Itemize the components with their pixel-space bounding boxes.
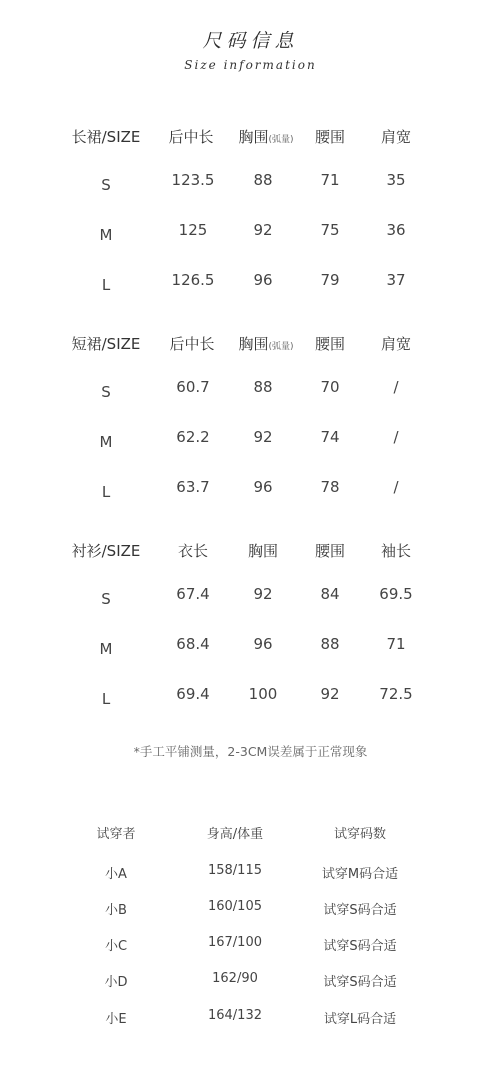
column-header-tester: 试穿者 — [96, 827, 136, 842]
height-weight: 158/115 — [207, 863, 263, 878]
column-header-waist: 腰围 — [314, 128, 346, 146]
length-value: 60.7 — [176, 378, 210, 396]
length-value: 67.4 — [176, 585, 210, 603]
length-value: 68.4 — [176, 635, 210, 653]
column-header-length: 后中长 — [169, 335, 215, 353]
tried-size: 试穿L码合适 — [323, 1012, 397, 1027]
length-value: 123.5 — [171, 171, 215, 189]
chest-value: 100 — [248, 685, 278, 703]
waist-value: 84 — [320, 585, 340, 603]
shoulder-value: / — [393, 478, 399, 496]
size-label: S — [101, 383, 111, 401]
size-label: L — [101, 690, 111, 708]
size-label: M — [99, 226, 113, 244]
column-header-tried-size: 试穿码数 — [333, 827, 387, 842]
title-english: Size information — [184, 58, 317, 72]
height-weight: 160/105 — [207, 899, 263, 914]
chest-value: 88 — [253, 171, 273, 189]
column-header-sleeve: 袖长 — [380, 542, 412, 560]
shoulder-value: / — [393, 428, 399, 446]
shoulder-value: 36 — [386, 221, 406, 239]
waist-value: 75 — [320, 221, 340, 239]
height-weight: 164/132 — [207, 1008, 263, 1023]
length-value: 62.2 — [176, 428, 210, 446]
tester-name: 小D — [104, 975, 128, 990]
column-header-waist: 腰围 — [314, 335, 346, 353]
chest-value: 92 — [253, 428, 273, 446]
tester-name: 小E — [105, 1012, 127, 1027]
chest-note: (弧量) — [268, 135, 294, 145]
title-chinese: 尺码信息 — [202, 30, 299, 52]
column-header-chest — [238, 333, 293, 354]
waist-value: 74 — [320, 428, 340, 446]
sleeve-value: 69.5 — [379, 585, 413, 603]
waist-value: 70 — [320, 378, 340, 396]
chest-value: 92 — [253, 221, 273, 239]
column-header-size: 衬衫/SIZE — [71, 542, 141, 560]
waist-value: 92 — [320, 685, 340, 703]
column-header-length: 衣长 — [177, 542, 209, 560]
size-label: L — [101, 483, 111, 501]
waist-value: 78 — [320, 478, 340, 496]
column-header-size: 长裙/SIZE — [71, 128, 141, 146]
column-header-chest: 胸围 — [247, 542, 279, 560]
column-header-height-weight: 身高/体重 — [206, 827, 264, 842]
chest-value: 96 — [253, 635, 273, 653]
chest-value: 88 — [253, 378, 273, 396]
tester-name: 小B — [105, 903, 127, 918]
measurement-note: *手工平铺测量，2-3CM误差属于正常现象 — [133, 744, 368, 759]
length-value: 63.7 — [176, 478, 210, 496]
size-label: M — [99, 433, 113, 451]
shoulder-value: / — [393, 378, 399, 396]
tester-name: 小A — [105, 867, 127, 882]
waist-value: 88 — [320, 635, 340, 653]
column-header-size: 短裙/SIZE — [71, 335, 141, 353]
waist-value: 71 — [320, 171, 340, 189]
tried-size: 试穿S码合适 — [323, 939, 397, 954]
tried-size: 试穿S码合适 — [323, 903, 397, 918]
tried-size: 试穿M码合适 — [321, 867, 399, 882]
chest-value: 96 — [253, 271, 273, 289]
column-header-shoulder: 肩宽 — [380, 335, 412, 353]
size-label: L — [101, 276, 111, 294]
length-value: 126.5 — [171, 271, 215, 289]
sleeve-value: 71 — [386, 635, 406, 653]
tried-size: 试穿S码合适 — [323, 975, 397, 990]
shoulder-value: 37 — [386, 271, 406, 289]
shoulder-value: 35 — [386, 171, 406, 189]
length-value: 125 — [178, 221, 208, 239]
chest-label: 胸围 — [238, 128, 269, 146]
chest-value: 92 — [253, 585, 273, 603]
chest-note: (弧量) — [268, 342, 294, 352]
chest-label: 胸围 — [238, 335, 269, 353]
size-label: M — [99, 640, 113, 658]
sleeve-value: 72.5 — [379, 685, 413, 703]
size-label: S — [101, 590, 111, 608]
column-header-chest — [238, 126, 293, 147]
waist-value: 79 — [320, 271, 340, 289]
size-label: S — [101, 176, 111, 194]
tester-name: 小C — [104, 939, 128, 954]
height-weight: 162/90 — [212, 971, 258, 986]
column-header-length: 后中长 — [168, 128, 214, 146]
column-header-waist: 腰围 — [314, 542, 346, 560]
chest-value: 96 — [253, 478, 273, 496]
length-value: 69.4 — [176, 685, 210, 703]
height-weight: 167/100 — [207, 935, 263, 950]
column-header-shoulder: 肩宽 — [380, 128, 412, 146]
